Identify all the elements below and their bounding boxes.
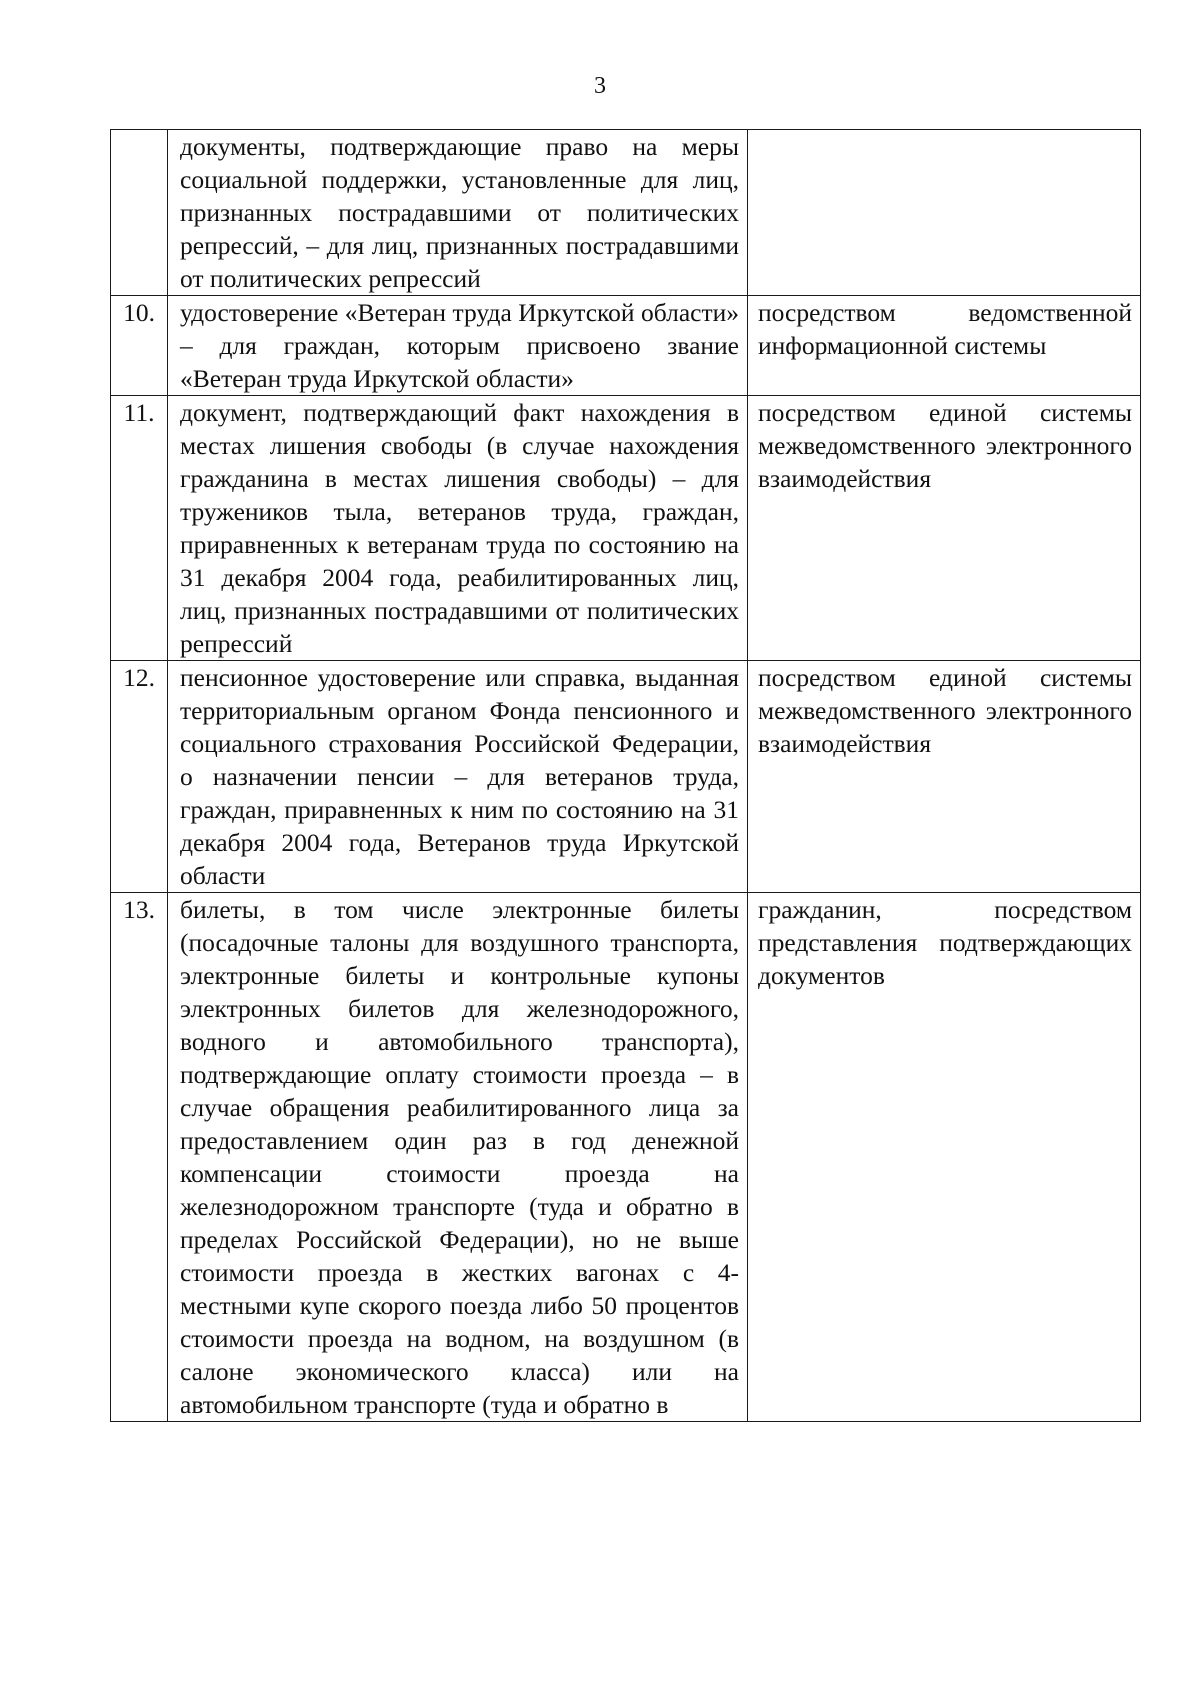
source-cell — [748, 296, 1141, 396]
document-cell — [168, 396, 748, 661]
document-cell — [168, 893, 748, 1422]
table-row — [111, 296, 1141, 396]
source-cell — [748, 661, 1141, 893]
document-cell — [168, 296, 748, 396]
row-number: 13. — [111, 893, 168, 1422]
source-text: гражданин, посредством представления подтверждающих документов — [758, 895, 1132, 990]
source-cell — [748, 130, 1141, 296]
document-text: билеты, в том числе электронные билеты (посадочные талоны для воздушного транспорта, электронные билеты и контрольные купоны электронных билетов для железнодорожного, водного и автомобильного транспорта), подтверждающие оплату стоимости проезда – в случае обращения реабилитированного лица за предоставлением один раз в год денежной компенсации стоимости проезда на железнодорожном транспорте (туда и обратно в пределах Российской Федерации), но не выше стоимости проезда в жестких вагонах с 4-местными купе скорого поезда либо 50 процентов стоимости проезда на водном, на воздушном (в салоне экономического класса) или на автомобильном транспорте (туда и обратно в — [180, 895, 739, 1419]
document-cell — [168, 130, 748, 296]
document-text: пенсионное удостоверение или справка, выданная территориальным органом Фонда пенсионного и социального страхования Российской Федерации, о назначении пенсии – для ветеранов труда, граждан, приравненных к ним по состоянию на 31 декабря 2004 года, Ветеранов труда Иркутской области — [180, 663, 739, 890]
page-number: 3 — [594, 73, 606, 99]
document-text: удостоверение «Ветеран труда Иркутской области» – для граждан, которым присвоено звание «Ветеран труда Иркутской области» — [180, 298, 739, 393]
document-text: документы, подтверждающие право на меры социальной поддержки, установленные для лиц, признанных пострадавшими от политических репрессий, – для лиц, признанных пострадавшими от политических репрессий — [180, 132, 739, 293]
row-number: 11. — [111, 396, 168, 661]
source-text: посредством единой системы межведомственного электронного взаимодействия — [758, 398, 1132, 493]
source-cell — [748, 396, 1141, 661]
document-cell — [168, 661, 748, 893]
table-row — [111, 893, 1141, 1422]
source-text: посредством единой системы межведомственного электронного взаимодействия — [758, 663, 1132, 758]
document-text: документ, подтверждающий факт нахождения в местах лишения свободы (в случае нахождения гражданина в местах лишения свободы) – для тружеников тыла, ветеранов труда, граждан, приравненных к ветеранам труда по состоянию на 31 декабря 2004 года, реабилитированных лиц, лиц, признанных пострадавшими от политических репрессий — [180, 398, 739, 658]
row-number: 10. — [111, 296, 168, 396]
source-cell — [748, 893, 1141, 1422]
source-text: посредством ведомственной информационной системы — [758, 298, 1132, 360]
table-row — [111, 661, 1141, 893]
table-row — [111, 396, 1141, 661]
table-row — [111, 130, 1141, 296]
documents-table — [110, 129, 1141, 1422]
row-number: 12. — [111, 661, 168, 893]
row-number — [111, 130, 168, 296]
